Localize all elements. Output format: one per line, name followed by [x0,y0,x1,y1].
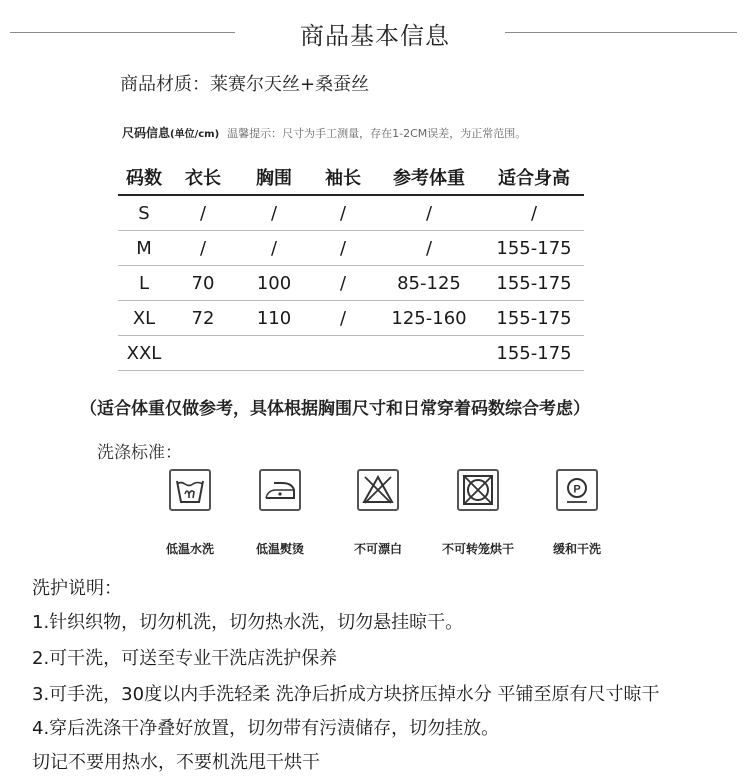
size-info-header [122,124,526,141]
table-row [118,231,584,266]
cell-sleeve: / [312,301,374,336]
cell-weight: 85-125 [374,266,484,301]
wash-label-low-temp-wash: 低温水洗 [165,542,214,556]
wash-label-gentle-dry-clean: 缓和干洗 [552,542,601,556]
cell-height: 155-175 [484,301,584,336]
wash-label-no-tumble-dry: 不可转笼烘干 [441,542,514,556]
cell-chest: / [236,231,312,266]
cell-weight: 125-160 [374,301,484,336]
size-info-label: 尺码信息 [122,126,171,140]
header-size: 码数 [118,160,170,195]
no-bleach-icon [356,468,400,512]
cell-sleeve: / [312,231,374,266]
gentle-dry-clean-icon [555,468,599,512]
cell-weight: / [374,195,484,231]
table-row [118,266,584,301]
cell-length: / [170,195,236,231]
wash-label-no-bleach: 不可漂白 [353,542,402,556]
size-info-unit: (单位/cm) [170,129,220,140]
cell-chest: / [236,195,312,231]
cell-length: 72 [170,301,236,336]
low-temp-iron-icon [258,468,302,512]
cell-height: 155-175 [484,231,584,266]
cell-size: XL [118,301,170,336]
cell-weight: / [374,231,484,266]
cell-size: S [118,195,170,231]
care-title: 洗护说明： [32,578,122,599]
cell-sleeve: / [312,195,374,231]
table-row [118,301,584,336]
cell-size: L [118,266,170,301]
no-tumble-dry-icon [456,468,500,512]
cell-size: XXL [118,336,170,371]
size-table-header-row [118,160,584,195]
care-line-3: 3.可手洗，30度以内手洗轻柔 洗净后折成方块挤压掉水分 平铺至原有尺寸晾干 [32,684,660,705]
care-line-4: 4.穿后洗涤干净叠好放置，切勿带有污渍储存，切勿挂放。 [32,718,500,739]
header-chest: 胸围 [236,160,312,195]
size-table [118,160,584,371]
cell-length: / [170,231,236,266]
care-line-1: 1.针织织物，切勿机洗，切勿热水洗，切勿悬挂晾干。 [32,612,464,633]
table-row [118,195,584,231]
cell-size: M [118,231,170,266]
material-text: 商品材质：莱赛尔天丝+桑蚕丝 [120,74,370,95]
page-title: 商品基本信息 [300,22,450,50]
cell-length: 70 [170,266,236,301]
header-height: 适合身高 [484,160,584,195]
care-line-5: 切记不要用热水，不要机洗甩干烘干 [32,752,320,773]
fit-note: （适合体重仅做参考，具体根据胸围尺寸和日常穿着码数综合考虑） [80,399,590,419]
cell-weight [374,336,484,371]
cell-chest: 100 [236,266,312,301]
svg-text:P: P [573,483,581,496]
cell-height: 155-175 [484,336,584,371]
cell-height: / [484,195,584,231]
cell-chest [236,336,312,371]
header-sleeve: 袖长 [312,160,374,195]
low-temp-wash-icon [168,468,212,512]
table-row [118,336,584,371]
cell-height: 155-175 [484,266,584,301]
care-line-2: 2.可干洗，可送至专业干洗店洗护保养 [32,648,338,669]
cell-chest: 110 [236,301,312,336]
cell-sleeve [312,336,374,371]
wash-standard-title: 洗涤标准： [97,443,182,463]
header-weight: 参考体重 [374,160,484,195]
size-info-note: 温馨提示：尺寸为手工测量，存在1-2CM误差，为正常范围。 [227,127,527,140]
header-length: 衣长 [170,160,236,195]
wash-label-low-temp-iron: 低温熨烫 [255,542,304,556]
cell-length [170,336,236,371]
cell-sleeve: / [312,266,374,301]
